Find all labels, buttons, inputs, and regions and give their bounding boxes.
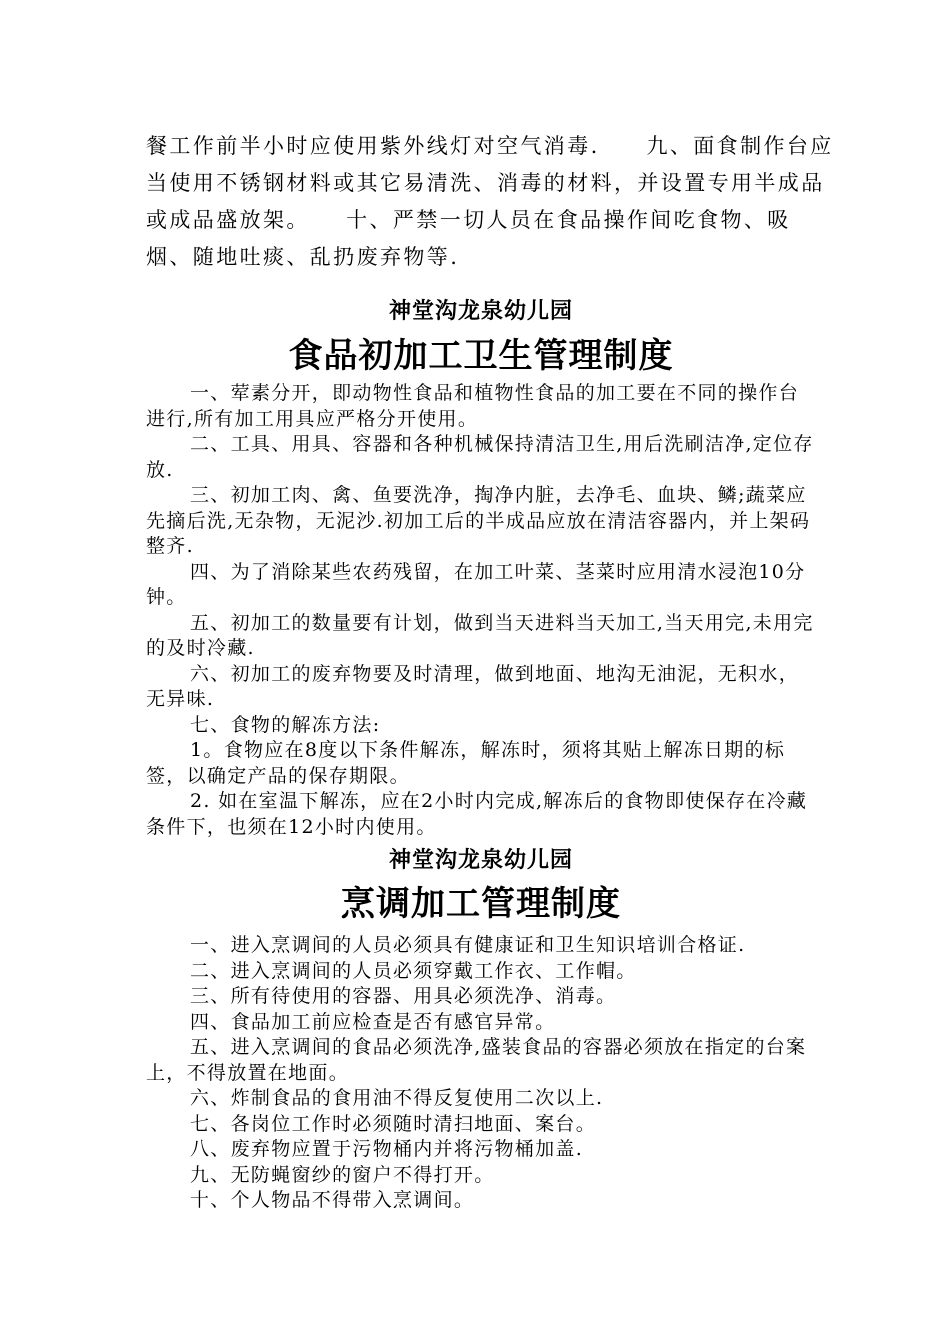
rule-item: 一、荤素分开，即动物性食品和植物性食品的加工要在不同的操作台进行,所有加工用具应严格分开使用。 — [146, 382, 800, 430]
rule-item: 四、为了消除某些农药残留，在加工叶菜、茎菜时应用清水浸泡10分钟。 — [146, 560, 806, 608]
rule-item: 1。食物应在8度以下条件解冻，解冻时，须将其贴上解冻日期的标签，以确定产品的保存期限。 — [146, 739, 786, 787]
intro-line: 或成品盛放架。 十、严禁一切人员在食品操作间吃食物、吸 — [146, 208, 791, 232]
rule-item: 六、初加工的废弃物要及时清理，做到地面、地沟无油泥，无积水，无异味. — [146, 662, 800, 710]
intro-line: 餐工作前半小时应使用紫外线灯对空气消毒. 九、面食制作台应 — [146, 134, 834, 158]
rule-item: 一、进入烹调间的人员必须具有健康证和卫生知识培训合格证. — [190, 934, 746, 956]
rule-item: 五、进入烹调间的食品必须洗净,盛装食品的容器必须放在指定的台案上，不得放置在地面。 — [146, 1036, 807, 1084]
document-page — [146, 128, 834, 1214]
rule-item: 七、食物的解冻方法: — [190, 713, 381, 736]
rule-item: 二、进入烹调间的人员必须穿戴工作衣、工作帽。 — [190, 959, 637, 982]
rule-item: 七、各岗位工作时必须随时清扫地面、案台。 — [190, 1112, 597, 1135]
intro-paragraph — [146, 128, 834, 276]
rule-list — [146, 933, 816, 1214]
section-initial-processing — [146, 297, 816, 840]
intro-line: 当使用不锈钢材料或其它易清洗、消毒的材料，并设置专用半成品 — [146, 171, 825, 195]
rule-item: 六、炸制食品的食用油不得反复使用二次以上. — [190, 1087, 604, 1109]
rule-item: 三、所有待使用的容器、用具必须洗净、消毒。 — [190, 985, 617, 1007]
rule-list — [146, 381, 816, 840]
rule-item: 四、食品加工前应检查是否有感官异常。 — [190, 1010, 556, 1033]
section-organization: 神堂沟龙泉幼儿园 — [388, 299, 573, 324]
rule-item: 三、初加工肉、禽、鱼要洗净，掏净内脏，去净毛、血块、鳞;蔬菜应先摘后洗,无杂物，无泥沙.初加工后的半成品应放在清洁容器内，并上架码整齐. — [146, 484, 811, 557]
section-title: 食品初加工卫生管理制度 — [288, 336, 674, 376]
rule-item: 五、初加工的数量要有计划，做到当天进料当天加工,当天用完,未用完的及时冷藏. — [146, 611, 814, 659]
section-organization: 神堂沟龙泉幼儿园 — [388, 848, 573, 873]
section-title: 烹调加工管理制度 — [341, 884, 621, 924]
rule-item: 九、无防蝇窗纱的窗户不得打开。 — [190, 1163, 495, 1186]
rule-item: 2. 如在室温下解冻，应在2小时内完成,解冻后的食物即使保存在冷藏条件下，也须在12小时内使用。 — [146, 790, 808, 838]
rule-item: 八、废弃物应置于污物桶内并将污物桶加盖. — [190, 1138, 584, 1160]
rule-item: 十、个人物品不得带入烹调间。 — [190, 1189, 475, 1211]
rule-item: 二、工具、用具、容器和各种机械保持清洁卫生,用后洗刷洁净,定位存放. — [146, 433, 814, 481]
intro-line: 烟、随地吐痰、乱扔废弃物等. — [146, 245, 460, 269]
section-cooking-processing — [146, 846, 816, 1214]
